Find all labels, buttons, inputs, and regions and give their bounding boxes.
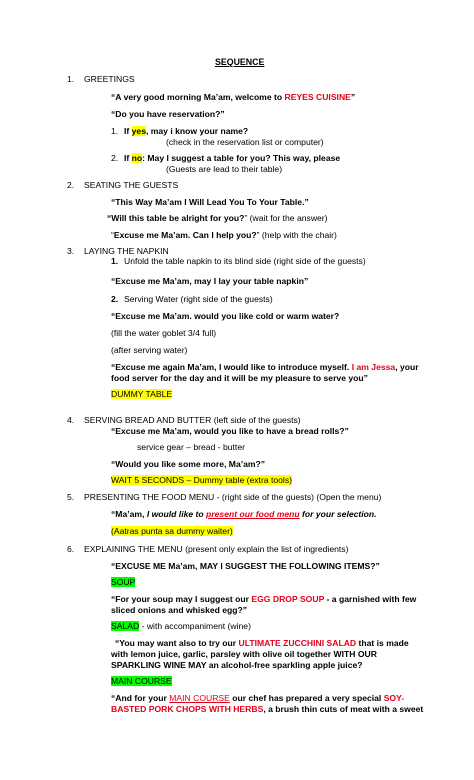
option-no-line: If no: May I suggest a table for you? This way, please [124, 153, 341, 163]
section-2-heading: SEATING THE GUESTS [84, 180, 179, 190]
more-question: “Would you like some more, Ma’am?” [111, 459, 266, 469]
option-2-number: 2. [111, 153, 119, 163]
bread-question: “Excuse me Ma’am, would you like to have a bread rolls?” [111, 426, 349, 436]
napkin-step-2-number: 2. [111, 294, 119, 304]
soup-dish-name: EGG DROP SOUP [251, 594, 325, 604]
salad-line-3: SPARKLING WINE MAY an alcohol-free sparkling apple juice? [111, 660, 363, 670]
section-1-number: 1. [67, 74, 75, 84]
salad-line-1: “You may want also to try our ULTIMATE ZUCCHINI SALAD that is made [115, 638, 409, 648]
document-title: SEQUENCE [215, 57, 265, 67]
table-alright-line: “Will this table be alright for you?” (wait for the answer) [107, 213, 328, 223]
server-name: I am Jessa [351, 362, 396, 372]
option-no-note: (Guests are lead to their table) [166, 164, 283, 174]
option-1-number: 1. [111, 126, 119, 136]
section-4-heading: SERVING BREAD AND BUTTER (left side of the guests) [84, 415, 301, 425]
soup-line-2: sliced onions and whisked egg?” [111, 605, 248, 615]
salad-label: SALAD - with accompaniment (wine) [111, 621, 251, 631]
section-3-heading: LAYING THE NAPKIN [84, 246, 169, 256]
lead-table-line: “This Way Ma’am I Will Lead You To Your Table.” [111, 197, 309, 207]
option-yes-line: If yes, may i know your name? [124, 126, 249, 136]
section-2-number: 2. [67, 180, 75, 190]
soup-label: SOUP [111, 577, 136, 587]
suggest-items-line: “EXCUSE ME Ma’am, MAY I SUGGEST THE FOLLOWING ITEMS?” [111, 561, 380, 571]
napkin-step-2: Serving Water (right side of the guests) [124, 294, 273, 304]
dummy-table-label: DUMMY TABLE [111, 389, 173, 399]
fill-goblet-note: (fill the water goblet 3/4 full) [111, 328, 217, 338]
salad-dish-name: ULTIMATE ZUCCHINI SALAD [238, 638, 357, 648]
introduce-line-1: “Excuse me again Ma’am, I would like to introduce myself. I am Jessa, your [111, 362, 419, 372]
option-yes-note: (check in the reservation list or computer) [166, 137, 324, 147]
reservation-question: “Do you have reservation?” [111, 109, 225, 119]
restaurant-name: REYES CUISINE [284, 92, 351, 102]
after-water-note: (after serving water) [111, 345, 188, 355]
help-chair-line: “Excuse me Ma’am. Can I help you?” (help with the chair) [111, 230, 337, 240]
section-3-number: 3. [67, 246, 75, 256]
water-question: “Excuse me Ma’am. would you like cold or warm water? [111, 311, 340, 321]
main-course-line-1: “And for your MAIN COURSE our chef has prepared a very special SOY- [111, 693, 405, 703]
dummy-waiter-note: (Aatras punta sa dummy waiter) [111, 526, 233, 536]
section-5-heading: PRESENTING THE FOOD MENU - (right side of the guests) (Open the menu) [84, 492, 382, 502]
section-6-number: 6. [67, 544, 75, 554]
main-course-line-2: BASTED PORK CHOPS WITH HERBS, a brush thin cuts of meat with a sweet [111, 704, 424, 714]
soup-line-1: “For your soup may I suggest our EGG DROP SOUP - a garnished with few [111, 594, 417, 604]
greeting-line: “A very good morning Ma’am, welcome to REYES CUISINE” [111, 92, 356, 102]
present-menu-line: “Ma’am, I would like to present our food menu for your selection. [111, 509, 377, 519]
main-dish-name: BASTED PORK CHOPS WITH HERBS [111, 704, 264, 714]
wait-note: WAIT 5 SECONDS – Dummy table (extra tools) [111, 475, 292, 485]
napkin-step-1: Unfold the table napkin to its blind side (right side of the guests) [124, 256, 366, 266]
section-1-heading: GREETINGS [84, 74, 135, 84]
introduce-line-2: food server for the day and it will be my pleasure to serve you” [111, 373, 368, 383]
service-gear-note: service gear – bread - butter [137, 442, 245, 452]
section-4-number: 4. [67, 415, 75, 425]
main-course-label: MAIN COURSE [111, 676, 172, 686]
salad-line-2: with lemon juice, garlic, parsley with olive oil together WITH OUR [111, 649, 377, 659]
lay-napkin-line: “Excuse me Ma’am, may I lay your table napkin” [111, 276, 309, 286]
napkin-step-1-number: 1. [111, 256, 119, 266]
section-5-number: 5. [67, 492, 75, 502]
section-6-heading: EXPLAINING THE MENU (present only explain the list of ingredients) [84, 544, 349, 554]
